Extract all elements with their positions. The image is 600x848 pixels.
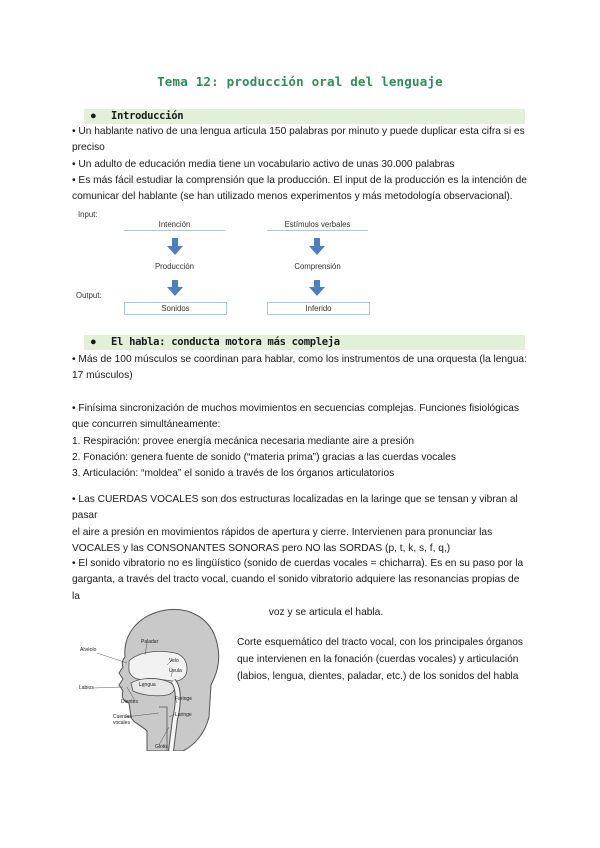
text-line: 3. Articulación: “moldea” el sonido a través de los órganos articulatorios: [72, 468, 395, 480]
arrow-down-icon: [167, 287, 183, 296]
text-line: • Finísima sincronización de muchos movimientos en secuencias complejas. Funciones fisiológicas: [72, 403, 519, 414]
label-uvula: Úvula: [169, 668, 182, 674]
label-produccion: Producción: [154, 262, 194, 271]
box-estimulos-verbales: Estímulos verbales: [267, 219, 368, 231]
text-line: VOCALES y las CONSONANTES SONORAS pero NO las SORDAS (p, t, k, s, f, q,): [72, 542, 451, 554]
label-laringe: Laringe: [175, 712, 192, 718]
box-intencion: Intención: [124, 219, 225, 231]
caption-line: Corte esquemático del tracto vocal, con los principales órganos: [237, 637, 523, 648]
caption-line: que intervienen en la fonación (cuerdas vocales) y articulación: [237, 654, 519, 665]
text-line: que concurren simultáneamente:: [72, 419, 221, 431]
vocal-tract-illustration: [75, 607, 233, 751]
page-title: Tema 12: producción oral del lenguaje: [157, 74, 443, 89]
intro-line: • Un hablante nativo de una lengua articula 150 palabras por minuto y puede duplicar esta cifra si es: [72, 126, 525, 137]
label-cuerdas-vocales: Cuerdas vocales: [113, 714, 132, 726]
text-line: • Más de 100 músculos se coordinan para hablar, como los instrumentos de una orquesta (la lengua:: [72, 354, 527, 365]
section-bullet: ●: [90, 110, 97, 122]
text-line: 17 músculos): [72, 370, 133, 382]
nasal-oral-cavity: [129, 651, 187, 681]
habla-muscles-paragraph: [72, 352, 530, 385]
label-lengua: Lengua: [139, 682, 156, 688]
intro-line: preciso: [72, 142, 105, 154]
box-inferido: Inferido: [267, 302, 370, 315]
text-line: voz y se articula el habla.: [268, 606, 384, 618]
label-alveolo: Alvéolo: [80, 647, 97, 653]
label-labios: Labios: [79, 685, 94, 691]
intro-line: • Un adulto de educación media tiene un vocabulario activo de unas 30.000 palabras: [72, 158, 455, 170]
label-dientes: Dientes: [121, 699, 138, 705]
section-label: Introducción: [111, 110, 184, 122]
text-line: • El sonido vibratorio no es lingüístico (sonido de cuerdas vocales = chicharra). Es en su paso por la: [72, 558, 524, 569]
label-paladar: Paladar: [141, 639, 159, 645]
arrow-down-icon: [309, 287, 325, 296]
label-faringe: Faringe: [175, 696, 192, 702]
section-heading-habla: [84, 335, 525, 350]
input-label: Input:: [78, 210, 98, 219]
text-line: 2. Fonación: genera fuente de sonido (“materia prima”) gracias a las cuerdas vocales: [72, 451, 456, 463]
intro-line: • Es más fácil estudiar la comprensión que la producción. El input de la producción es la intención de: [72, 174, 527, 186]
arrow-down-icon: [309, 246, 325, 255]
label-velo: Velo: [169, 658, 179, 664]
habla-functions-paragraph: [72, 401, 530, 482]
box-sonidos: Sonidos: [124, 302, 227, 315]
habla-vocal-cords-paragraph: [72, 492, 530, 557]
section-label: El habla: conducta motora más compleja: [111, 336, 340, 348]
caption-line: (labios, lengua, dientes, paladar, etc.) de los sonidos del habla: [237, 671, 519, 682]
text-line: • Las CUERDAS VOCALES son dos estructuras localizadas en la laringe que se tensan y vibran al pasar: [72, 494, 518, 522]
text-line: 1. Respiración: provee energía mecánica necesaria mediante aire a presión: [72, 435, 415, 447]
label-comprension: Comprensión: [294, 262, 341, 271]
output-label: Output:: [76, 291, 102, 300]
text-line: garganta, a través del tracto vocal, cuando el sonido vibratorio adquiere las resonancias propias de la: [72, 574, 520, 602]
intro-line: comunicar del hablante (se han utilizado menos experimentos y más metodología observacional).: [72, 191, 513, 203]
vocal-tract-figure: [75, 607, 233, 751]
text-line: el aire a presión en movimientos rápidos de apertura y cierre. Intervienen para pronunciar las: [72, 526, 493, 538]
section-bullet: ●: [90, 336, 97, 348]
label-glotis: Glotis: [155, 744, 168, 750]
arrow-down-icon: [167, 246, 183, 255]
figure-caption: [237, 634, 527, 685]
